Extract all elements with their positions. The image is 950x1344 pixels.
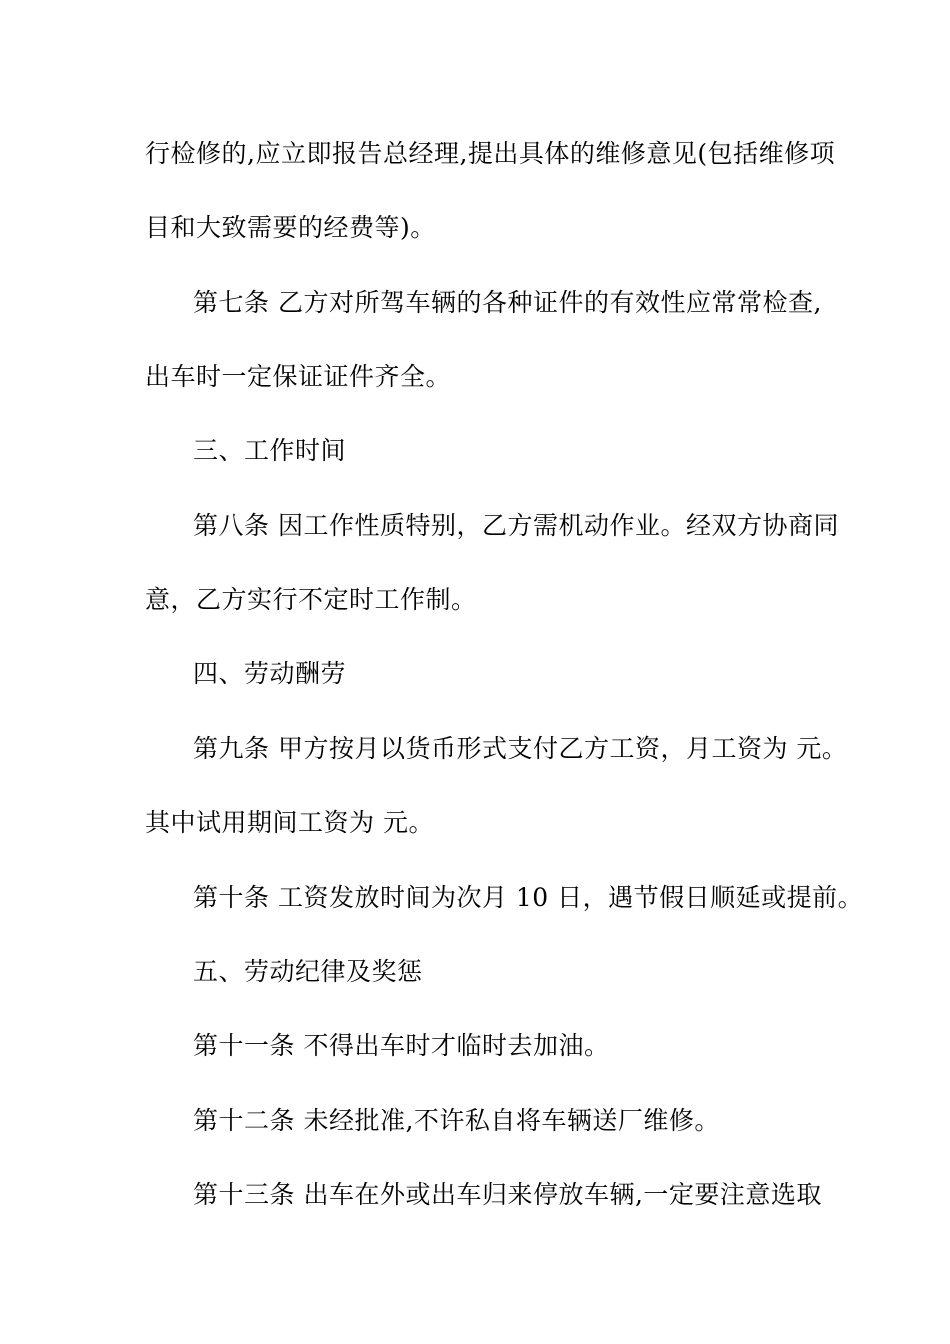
section-heading-discipline: 五、劳动纪律及奖惩 xyxy=(193,957,423,986)
article-9: 第九条 甲方按月以货币形式支付乙方工资，月工资为 元。 xyxy=(193,734,848,763)
section-heading-remuneration: 四、劳动酬劳 xyxy=(193,659,347,688)
text-line-2: 目和大致需要的经费等)。 xyxy=(145,213,436,242)
article-10: 第十条 工资发放时间为次月 10 日，遇节假日顺延或提前。 xyxy=(193,883,864,912)
article-12: 第十二条 未经批准,不许私自将车辆送厂维修。 xyxy=(193,1106,720,1135)
text-line-10: 其中试用期间工资为 元。 xyxy=(145,808,434,837)
text-line-4: 出车时一定保证证件齐全。 xyxy=(145,362,452,391)
article-13: 第十三条 出车在外或出车归来停放车辆,一定要注意选取 xyxy=(193,1180,822,1209)
article-8: 第八条 因工作性质特别，乙方需机动作业。经双方协商同 xyxy=(193,511,839,540)
article-7: 第七条 乙方对所驾车辆的各种证件的有效性应常常检查, xyxy=(193,288,822,317)
text-line-7: 意，乙方实行不定时工作制。 xyxy=(145,585,477,614)
text-line-1: 行检修的,应立即报告总经理,提出具体的维修意见(包括维修项 xyxy=(145,139,836,168)
article-11: 第十一条 不得出车时才临时去加油。 xyxy=(193,1031,610,1060)
section-heading-work-time: 三、工作时间 xyxy=(193,436,347,465)
